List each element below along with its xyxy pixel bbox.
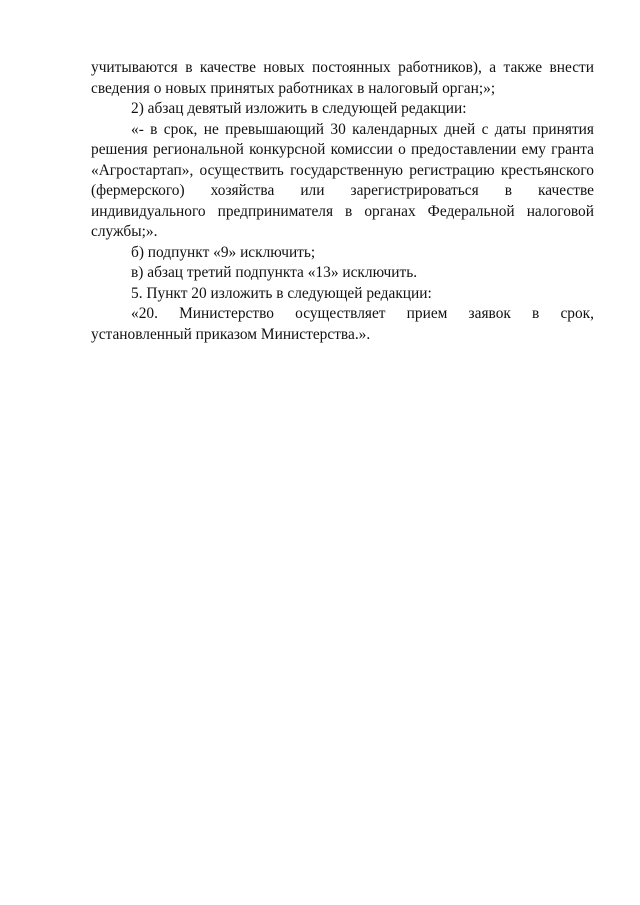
- paragraph-item-20: «20. Министерство осуществляет прием заявок в срок, установленный приказом Министерства.».: [91, 305, 594, 343]
- paragraph-subitem-b: б) подпункт «9» исключить;: [131, 243, 316, 261]
- paragraph-quoted-text: «- в срок, не превышающий 30 календарных дней с даты принятия решения региональной конкурсной комиссии о предоставлении ему гранта «Агростартап», осуществить государственную регистрацию крестьянского (фермерского) хозяйства или зарегистрироваться в качестве индивидуального предпринимателя в органах Федеральной налоговой службы;».: [91, 120, 594, 240]
- paragraph-continuation: учитываются в качестве новых постоянных работников), а также внести сведения о новых принятых работниках в налоговый орган;»;: [91, 59, 594, 97]
- paragraph-subitem-v: в) абзац третий подпункта «13» исключить.: [131, 264, 418, 281]
- document-body: [91, 58, 594, 345]
- paragraph-item-5: 5. Пункт 20 изложить в следующей редакции:: [131, 284, 432, 302]
- paragraph-subitem-2: 2) абзац девятый изложить в следующей редакции:: [131, 100, 467, 117]
